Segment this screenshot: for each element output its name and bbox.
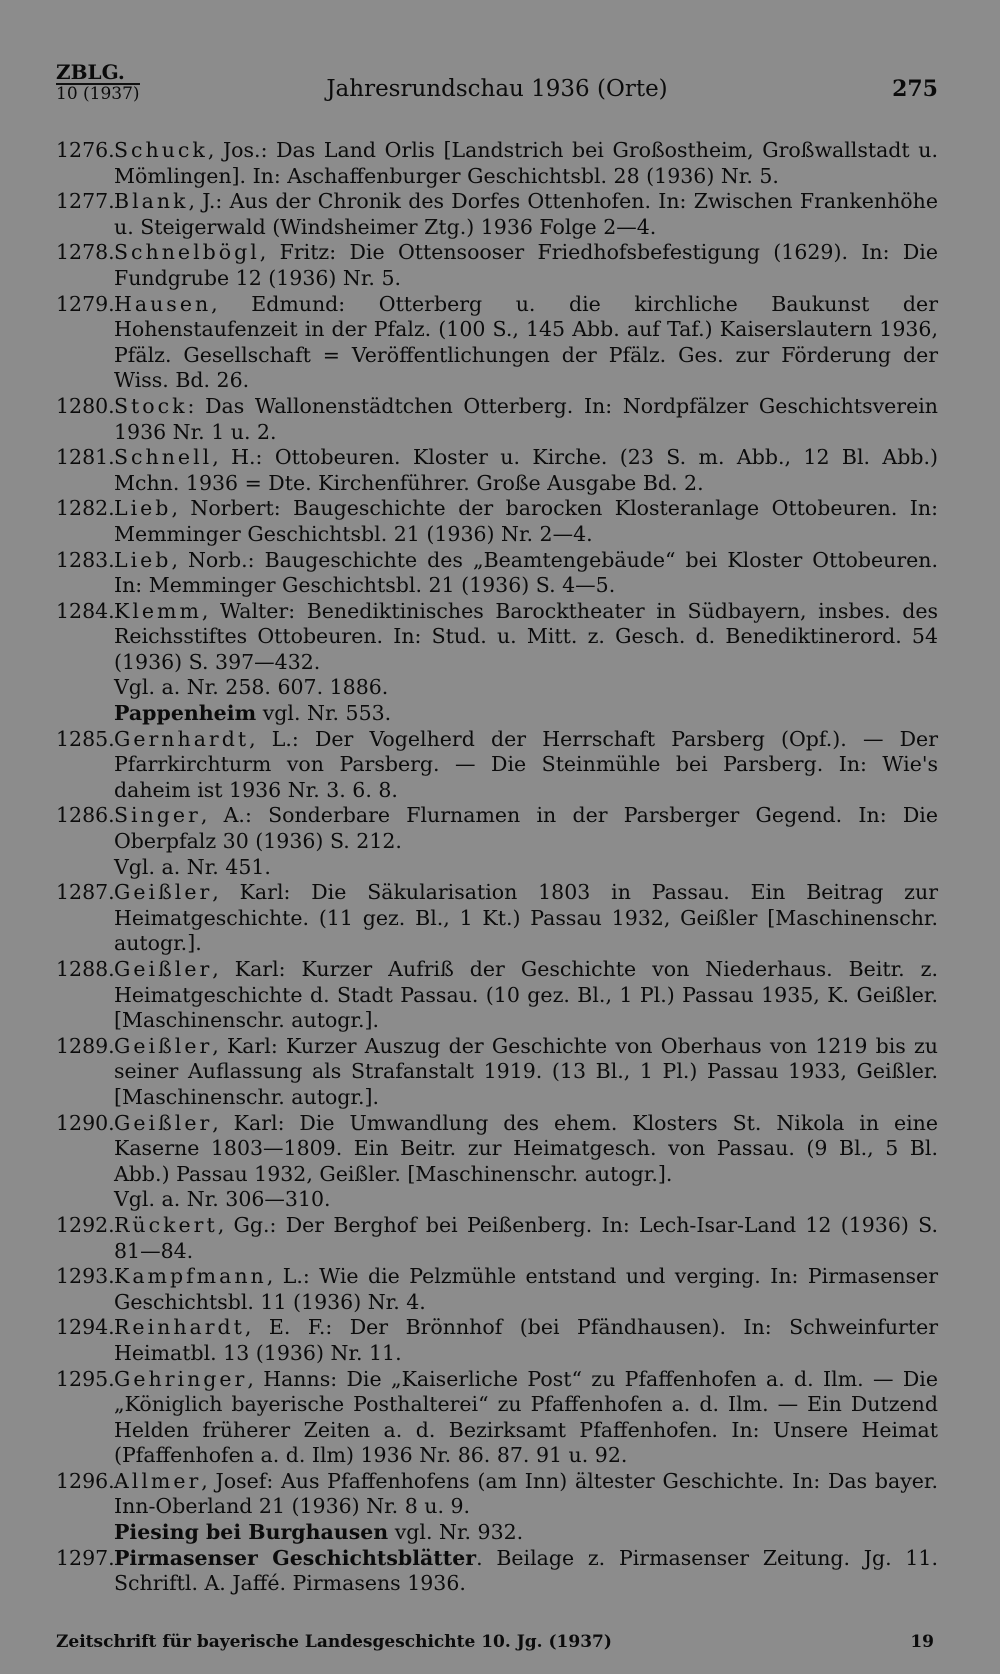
entry-author: Schuck — [114, 138, 208, 162]
bibliography-entry — [56, 189, 938, 240]
entry-author: Geißler — [114, 1033, 213, 1058]
bibliography-entry — [56, 803, 938, 854]
entry-author: Geißler — [114, 957, 213, 981]
bibliography-entry — [56, 548, 938, 599]
bibliography-entry — [56, 138, 938, 189]
bibliography-entry — [56, 496, 938, 547]
footer-journal: Zeitschrift für bayerische Landesgeschichte 10. Jg. (1937) — [56, 1632, 612, 1652]
page-header — [56, 62, 938, 122]
place-name: Piesing bei Burghausen — [114, 1520, 389, 1545]
entry-text: , Fritz: Die Ottensooser Friedhofsbefestigung (1629). In: Die Fundgrube 12 (1936) Nr. 5. — [114, 240, 938, 290]
bibliography-entry — [56, 1111, 938, 1188]
entry-text: , Hanns: Die „Kaiserliche Post“ zu Pfaffenhofen a. d. Ilm. — Die „Königlich bayerische Posthalterei“ zu Pfaffenhofen a. d. Ilm. — Ein Dutzend Helden früherer Zeiten a. d. Bezirksamt Pfaffenhofen. In: Unsere Heimat (Pfaffenhofen a. d. Ilm) 1936 Nr. 86. 87. 91 u. 92. — [114, 1366, 938, 1468]
bibliography-entry — [56, 1213, 938, 1264]
bibliography-entry — [56, 445, 938, 496]
entry-number: 1277. — [56, 189, 115, 214]
bibliography-entry — [56, 727, 938, 804]
bibliography-list — [56, 138, 938, 1597]
entry-number: 1287. — [56, 880, 115, 905]
entry-author: Reinhardt — [114, 1315, 245, 1340]
bibliography-entry — [56, 1315, 938, 1366]
entry-number: 1285. — [56, 726, 115, 751]
bibliography-entry — [56, 1034, 938, 1111]
entry-number: 1290. — [56, 1110, 115, 1135]
cross-reference — [56, 1187, 938, 1213]
entry-text: , Karl: Kurzer Auszug der Geschichte von Oberhaus von 1219 bis zu seiner Auflassung als Strafanstalt 1919. (13 Bl., 1 Pl.) Passau 1933, Geißler. [Maschinenschr. autogr.]. — [114, 1033, 938, 1109]
entry-number: 1284. — [56, 598, 115, 623]
cross-reference-text: vgl. Nr. 932. — [388, 1520, 524, 1545]
page-number: 275 — [892, 76, 938, 102]
bibliography-entry — [56, 599, 938, 676]
entry-author: Gehringer — [114, 1366, 248, 1391]
entry-number: 1283. — [56, 547, 115, 572]
entry-author: Blank — [114, 189, 189, 214]
entry-text: , Karl: Die Säkularisation 1803 in Passau. Ein Beitrag zur Heimatgeschichte. (11 gez. Bl., 1 Kt.) Passau 1932, Geißler [Maschinenschr. autogr.]. — [114, 880, 938, 956]
entry-text: . Beilage z. Pirmasenser Zeitung. Jg. 11. Schriftl. A. Jaffé. Pirmasens 1936. — [114, 1545, 938, 1596]
entry-text: , Jos.: Das Land Orlis [Landstrich bei Großostheim, Großwallstadt u. Mömlingen]. In: Aschaffenburger Geschichtsbl. 28 (1936) Nr. 5. — [114, 138, 938, 188]
entry-text: , Norb.: Baugeschichte des „Beamtengebäude“ bei Kloster Ottobeuren. In: Memminger Geschichtsbl. 21 (1936) S. 4—5. — [114, 547, 938, 598]
cross-reference-text: Vgl. a. Nr. 451. — [114, 854, 271, 879]
bibliography-entry — [56, 880, 938, 957]
sheet-number: 19 — [910, 1632, 934, 1652]
bibliography-entry — [56, 957, 938, 1034]
cross-reference-text: Vgl. a. Nr. 258. 607. 1886. — [114, 675, 389, 700]
bibliography-entry — [56, 292, 938, 394]
entry-text: , J.: Aus der Chronik des Dorfes Ottenhofen. In: Zwischen Frankenhöhe u. Steigerwald (Windsheimer Ztg.) 1936 Folge 2—4. — [114, 189, 938, 239]
bibliography-entry — [56, 394, 938, 445]
cross-reference-text: vgl. Nr. 553. — [256, 701, 392, 726]
journal-abbreviation: ZBLG. — [56, 60, 125, 84]
entry-text: , Karl: Die Umwandlung des ehem. Klosters St. Nikola in eine Kaserne 1803—1809. Ein Beitr. zur Heimatgesch. von Passau. (9 Bl., 5 Bl. Abb.) Passau 1932, Geißler. [Maschinenschr. autogr.]. — [114, 1110, 938, 1186]
entry-author: Geißler — [114, 1110, 213, 1135]
entry-author: Hausen — [114, 291, 212, 316]
entry-author: Kampfmann — [114, 1264, 267, 1289]
entry-number: 1296. — [56, 1468, 115, 1493]
entry-number: 1286. — [56, 803, 115, 828]
page-footer — [56, 1632, 938, 1652]
bibliography-entry — [56, 1546, 938, 1597]
entry-number: 1289. — [56, 1033, 115, 1058]
entry-number: 1282. — [56, 496, 115, 521]
entry-text: , H.: Ottobeuren. Kloster u. Kirche. (23 S. m. Abb., 12 Bl. Abb.) Mchn. 1936 = Dte. Kirchenführer. Große Ausgabe Bd. 2. — [114, 445, 938, 495]
bibliography-entry — [56, 1469, 938, 1520]
cross-reference — [56, 855, 938, 881]
entry-number: 1280. — [56, 393, 115, 418]
entry-author: Allmer — [114, 1468, 202, 1493]
entry-text: , L.: Wie die Pelzmühle entstand und verging. In: Pirmasenser Geschichtsbl. 11 (1936) Nr. 4. — [114, 1264, 938, 1314]
entry-author: Schnelbögl — [114, 240, 260, 265]
entry-author: Stock — [114, 393, 188, 418]
entry-text: , Karl: Kurzer Aufriß der Geschichte von Niederhaus. Beitr. z. Heimatgeschichte d. Stadt Passau. (10 gez. Bl., 1 Pl.) Passau 1935, K. Geißler. [Maschinenschr. autogr.]. — [114, 957, 938, 1033]
entry-number: 1297. — [56, 1545, 115, 1570]
place-cross-reference — [56, 1520, 938, 1546]
entry-author: Rückert — [114, 1212, 218, 1237]
entry-author: Schnell — [114, 445, 213, 470]
entry-author: Gernhardt — [114, 726, 250, 751]
bibliography-entry — [56, 240, 938, 291]
running-title: Jahresrundschau 1936 (Orte) — [326, 76, 668, 102]
entry-text: , Edmund: Otterberg u. die kirchliche Baukunst der Hohenstaufenzeit in der Pfalz. (100 S., 145 Abb. auf Taf.) Kaiserslautern 1936, Pfälz. Gesellschaft = Veröffentlichungen der Pfälz. Ges. zur Förderung der Wiss. Bd. 26. — [114, 291, 938, 393]
entry-author: Geißler — [114, 880, 213, 905]
entry-number: 1292. — [56, 1212, 115, 1237]
entry-number: 1288. — [56, 957, 115, 981]
entry-text: , Walter: Benediktinisches Barocktheater in Südbayern, insbes. des Reichsstiftes Ottobeuren. In: Stud. u. Mitt. z. Gesch. d. Benediktinerord. 54 (1936) S. 397—432. — [114, 598, 938, 674]
cross-reference-text: Vgl. a. Nr. 306—310. — [114, 1187, 331, 1212]
entry-number: 1276. — [56, 138, 115, 162]
entry-author: Klemm — [114, 598, 202, 623]
entry-title: Pirmasenser Geschichtsblätter — [114, 1545, 477, 1570]
entry-number: 1281. — [56, 445, 115, 470]
bibliography-entry — [56, 1367, 938, 1469]
entry-text: , E. F.: Der Brönnhof (bei Pfändhausen). In: Schweinfurter Heimatbl. 13 (1936) Nr. 11. — [114, 1315, 938, 1365]
bibliography-entry — [56, 1264, 938, 1315]
entry-text: , Josef: Aus Pfaffenhofens (am Inn) ältester Geschichte. In: Das bayer. Inn-Oberland 21 (1936) Nr. 8 u. 9. — [114, 1468, 938, 1519]
entry-text: , Norbert: Baugeschichte der barocken Klosteranlage Ottobeuren. In: Memminger Geschichtsbl. 21 (1936) Nr. 2—4. — [114, 496, 938, 546]
entry-number: 1278. — [56, 240, 115, 265]
entry-number: 1295. — [56, 1366, 115, 1391]
entry-author: Lieb — [114, 496, 172, 521]
entry-number: 1293. — [56, 1264, 115, 1289]
entry-text: , L.: Der Vogelherd der Herrschaft Parsberg (Opf.). — Der Pfarrkirchturm von Parsberg. — Die Steinmühle bei Parsberg. In: Wie's daheim ist 1936 Nr. 3. 6. 8. — [114, 726, 938, 802]
entry-author: Singer — [114, 803, 201, 828]
issue-reference: 10 (1937) — [56, 84, 140, 104]
entry-number: 1279. — [56, 291, 115, 316]
entry-text: , Gg.: Der Berghof bei Peißenberg. In: Lech-Isar-Land 12 (1936) S. 81—84. — [114, 1212, 938, 1263]
entry-author: Lieb — [114, 547, 172, 572]
place-name: Pappenheim — [114, 701, 257, 726]
entry-text: , A.: Sonderbare Flurnamen in der Parsberger Gegend. In: Die Oberpfalz 30 (1936) S. 212. — [114, 803, 938, 854]
cross-reference — [56, 675, 938, 701]
place-cross-reference — [56, 701, 938, 727]
entry-text: : Das Wallonenstädtchen Otterberg. In: Nordpfälzer Geschichtsverein 1936 Nr. 1 u. 2. — [114, 393, 938, 444]
entry-number: 1294. — [56, 1315, 115, 1340]
